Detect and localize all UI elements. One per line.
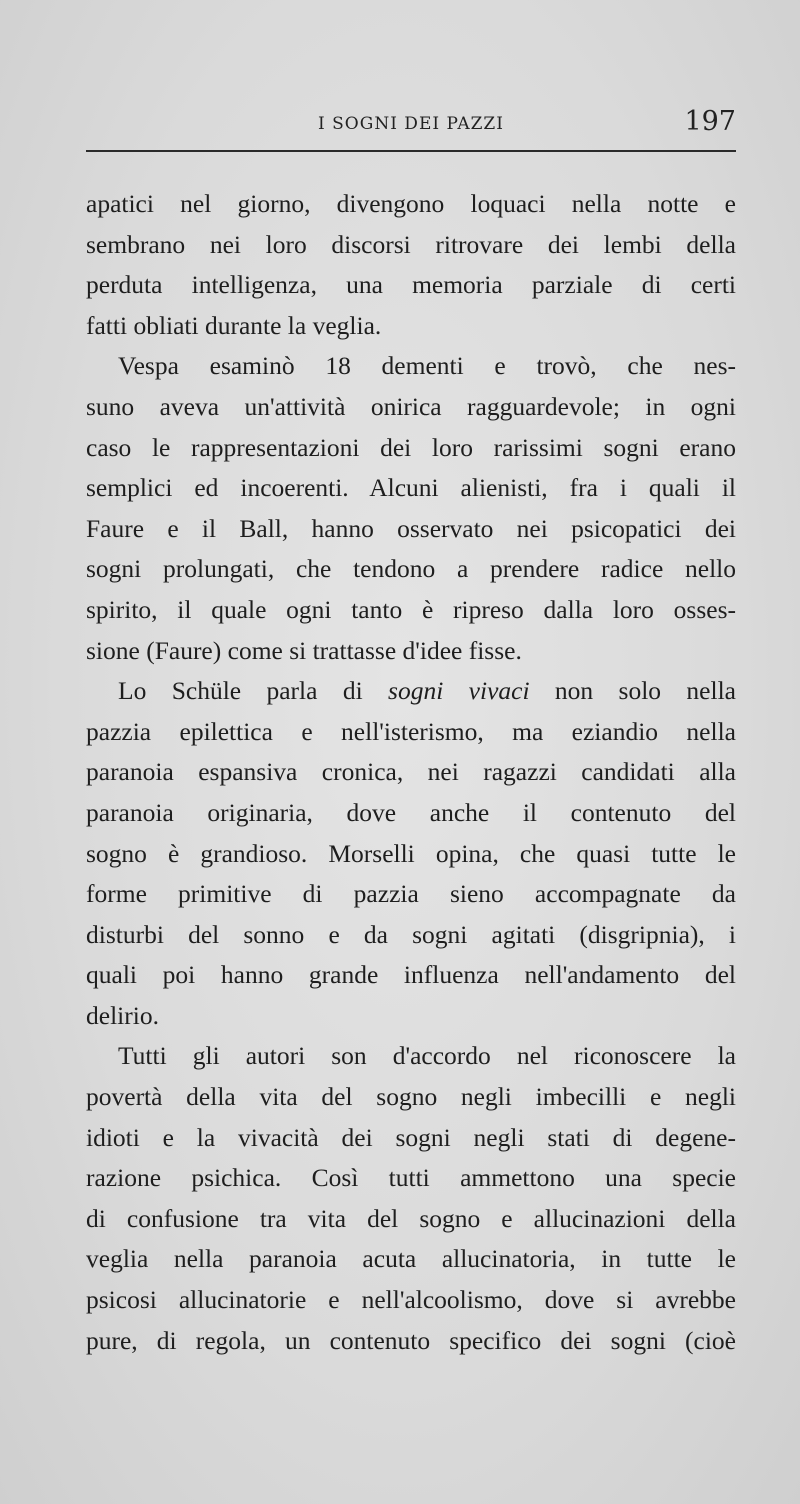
text-line: suno aveva un'attività onirica ragguardevole; in ogni [86, 391, 736, 421]
text-line: Tutti gli autori son d'accordo nel riconoscere la [118, 1041, 736, 1071]
text-line: pazzia epilettica e nell'isterismo, ma eziandio nella [86, 716, 736, 746]
running-title: I SOGNI DEI PAZZI [318, 114, 504, 134]
page-number: 197 [684, 106, 736, 137]
text-line: sogno è grandioso. Morselli opina, che quasi tutte le [86, 838, 736, 868]
text-line: forme primitive di pazzia sieno accompagnate da [86, 879, 736, 909]
text-run: Lo Schüle parla di [118, 676, 363, 706]
text-line: caso le rappresentazioni dei loro rarissimi sogni erano [86, 432, 736, 462]
text-line-mixed [86, 671, 736, 712]
italic-phrase: sogni vivaci [388, 676, 530, 706]
body-text [86, 184, 736, 1361]
text-line: Faure e il Ball, hanno osservato nei psicopatici dei [86, 513, 736, 543]
text-line: razione psichica. Così tutti ammettono una specie [86, 1163, 736, 1193]
text-line: pure, di regola, un contenuto specifico dei sogni (cioè [86, 1325, 736, 1355]
header-rule [86, 150, 736, 152]
text-line: apatici nel giorno, divengono loquaci nella notte e [86, 189, 736, 218]
text-line: quali poi hanno grande influenza nell'andamento del [86, 960, 736, 990]
text-line: delirio. [86, 1000, 159, 1030]
text-line: sembrano nei loro discorsi ritrovare dei lembi della [86, 229, 736, 259]
text-line: sogni prolungati, che tendono a prendere radice nello [86, 554, 736, 584]
running-head [86, 104, 736, 144]
text-line: spirito, il quale ogni tanto è ripreso dalla loro osses- [86, 594, 736, 624]
text-line: fatti obliati durante la veglia. [86, 310, 382, 340]
text-line: disturbi del sonno e da sogni agitati (disgripnia), i [86, 919, 736, 949]
text-line: perduta intelligenza, una memoria parziale di certi [86, 270, 736, 300]
text-line: idioti e la vivacità dei sogni negli stati di degene- [86, 1122, 736, 1152]
text-line: povertà della vita del sogno negli imbecilli e negli [86, 1082, 736, 1112]
text-line: sione (Faure) come si trattasse d'idee fisse. [86, 635, 522, 665]
text-line: paranoia originaria, dove anche il contenuto del [86, 797, 736, 827]
text-line: Vespa esaminò 18 dementi e trovò, che nes- [118, 351, 736, 381]
text-line: veglia nella paranoia acuta allucinatoria, in tutte le [86, 1244, 736, 1274]
text-run: non solo nella [554, 676, 736, 706]
text-line: psicosi allucinatorie e nell'alcoolismo, dove si avrebbe [86, 1285, 736, 1315]
text-line: semplici ed incoerenti. Alcuni alienisti, fra i quali il [86, 473, 736, 503]
text-line: di confusione tra vita del sogno e allucinazioni della [86, 1203, 736, 1233]
text-line: paranoia espansiva cronica, nei ragazzi candidati alla [86, 757, 736, 787]
